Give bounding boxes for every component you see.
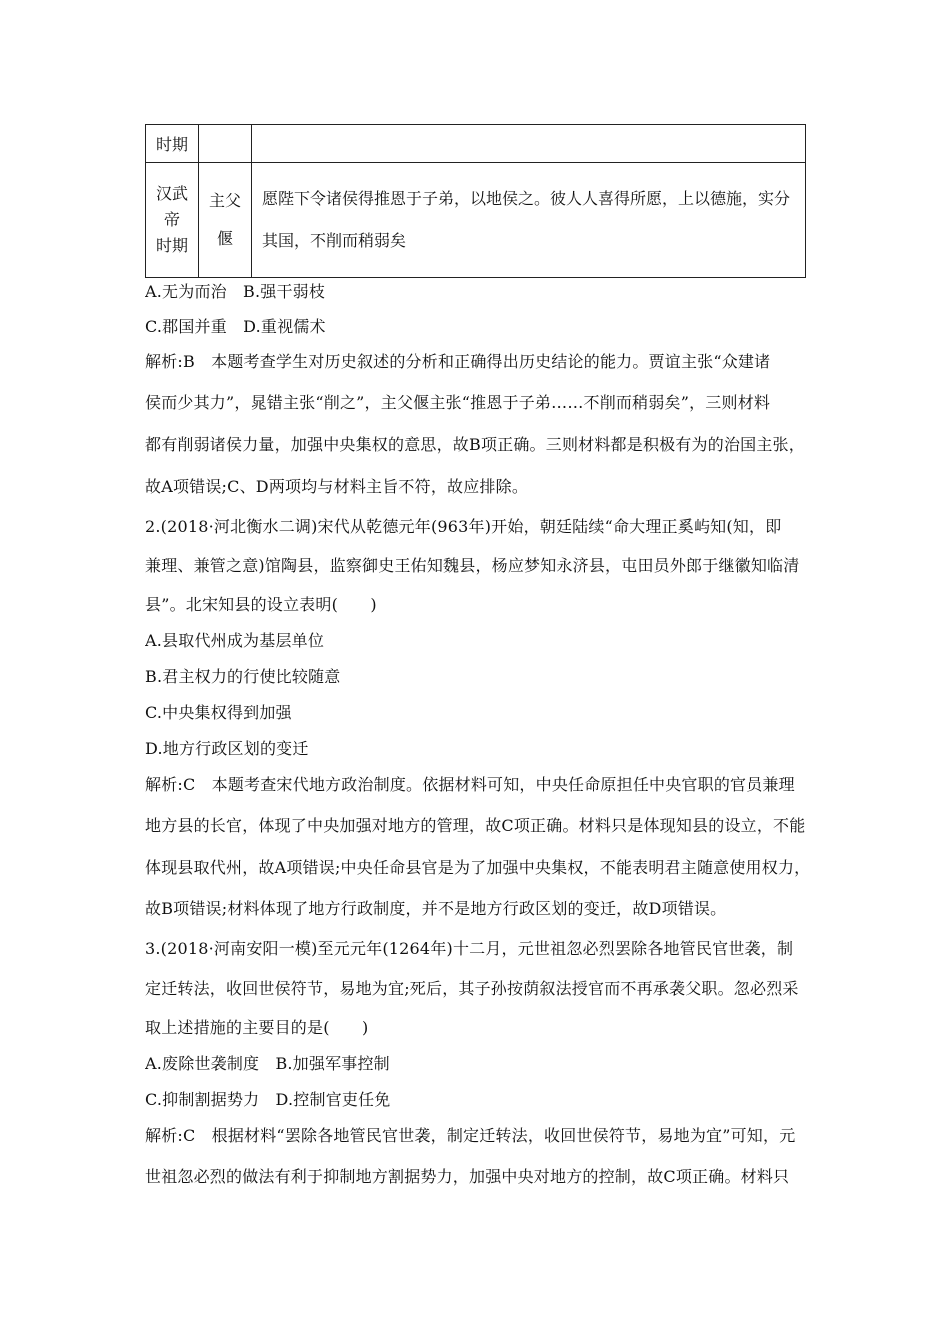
period-cell: [146, 163, 199, 278]
content-cell: [252, 163, 806, 278]
option-line: C.中央集权得到加强: [145, 703, 292, 722]
analysis-line: 解析:B 本题考查学生对历史叙述的分析和正确得出历史结论的能力。贾谊主张“众建诸: [145, 352, 771, 371]
source-table: [145, 124, 806, 278]
analysis-line: 侯而少其力”，晁错主张“削之”，主父偃主张“推恩于子弟……不削而稍弱矣”，三则材料: [145, 393, 771, 412]
option-line: A.县取代州成为基层单位: [145, 631, 325, 650]
analysis-line: 故A项错误;C、D两项均与材料主旨不符，故应排除。: [145, 477, 529, 496]
option-line: A.废除世袭制度 B.加强军事控制: [145, 1054, 390, 1073]
table-row: [146, 163, 806, 278]
analysis-line: 故B项错误;材料体现了地方行政制度，并不是地方行政区划的变迁，故D项错误。: [145, 899, 727, 918]
question-line: 定迁转法，收回世侯符节，易地为宜;死后，其子孙按荫叙法授官而不再承袭父职。忽必烈采: [145, 979, 799, 998]
period-text: 时期: [155, 236, 188, 255]
period-cell: 时期: [146, 125, 199, 163]
question-line: 兼理、兼管之意)馆陶县，监察御史王佑知魏县，杨应梦知永济县，屯田员外郎于继徽知临清: [145, 556, 800, 575]
person-text: 偃: [216, 229, 233, 248]
content-cell: [252, 125, 806, 163]
option-line: A.无为而治 B.强干弱枝: [145, 282, 326, 301]
content-line: 其国，不削而稍弱矣: [262, 231, 407, 250]
option-line: D.地方行政区划的变迁: [145, 739, 309, 758]
analysis-line: 世祖忽必烈的做法有利于抑制地方割据势力，加强中央对地方的控制，故C项正确。材料只: [145, 1167, 790, 1186]
question-line: 取上述措施的主要目的是( ): [145, 1018, 369, 1037]
period-text: 汉武: [155, 184, 188, 203]
person-text: 主父: [208, 191, 241, 210]
analysis-line: 解析:C 根据材料“罢除各地管民官世袭，制定迁转法，收回世侯符节，易地为宜”可知，元: [145, 1126, 796, 1145]
option-line: C.郡国并重 D.重视儒术: [145, 317, 326, 336]
analysis-line: 体现县取代州，故A项错误;中央任命县官是为了加强中央集权，不能表明君主随意使用权力，: [145, 858, 810, 877]
table-row: [146, 125, 806, 163]
person-cell: [199, 125, 252, 163]
content-line: 愿陛下令诸侯得推恩于子弟，以地侯之。彼人人喜得所愿，上以德施，实分: [262, 189, 791, 208]
analysis-line: 都有削弱诸侯力量，加强中央集权的意思，故B项正确。三则材料都是积极有为的治国主张，: [145, 435, 805, 454]
option-line: B.君主权力的行使比较随意: [145, 667, 341, 686]
analysis-line: 解析:C 本题考查宋代地方政治制度。依据材料可知，中央任命原担任中央官职的官员兼理: [145, 775, 795, 794]
option-line: C.抑制割据势力 D.控制官吏任免: [145, 1090, 391, 1109]
period-text: 帝: [163, 210, 180, 229]
analysis-line: 地方县的长官，体现了中央加强对地方的管理，故C项正确。材料只是体现知县的设立，不能: [145, 816, 806, 835]
question-line: 2.(2018·河北衡水二调)宋代从乾德元年(963年)开始，朝廷陆续“命大理正奚屿知(知，即: [145, 517, 782, 536]
question-line: 3.(2018·河南安阳一模)至元元年(1264年)十二月，元世祖忽必烈罢除各地管民官世袭，制: [145, 939, 794, 958]
question-line: 县”。北宋知县的设立表明( ): [145, 595, 377, 614]
person-cell: [199, 163, 252, 278]
